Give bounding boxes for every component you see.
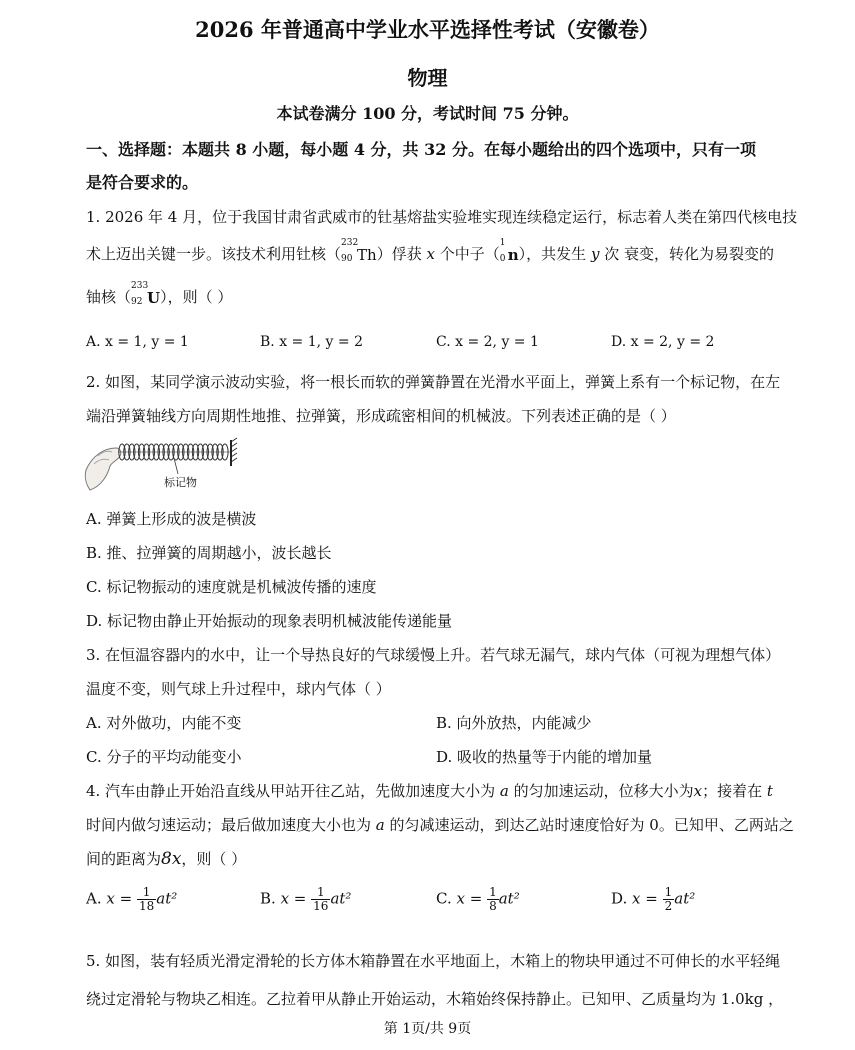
q4-option-c: C. x = $\frac{1}{8}$ at² [436,885,520,913]
uranium-nucleus: 233 92 U [131,281,161,307]
q1-option-d: D. x = 2, y = 2 [611,334,715,350]
q1-option-a: A. x = 1, y = 1 [86,334,189,350]
section-heading-line2: 是符合要求的。 [86,173,199,192]
marker-label: 标记物 [164,476,197,489]
exam-title: 2026 年普通高中学业水平选择性考试（安徽卷） [195,17,660,42]
q1-option-c: C. x = 2, y = 1 [436,334,539,350]
q4-line1: 4. 汽车由静止开始沿直线从甲站开往乙站，先做加速度大小为 a 的匀加速运动，位移大小为x；接着在 t [86,782,773,800]
q2-option-c: C. 标记物振动的速度就是机械波传播的速度 [86,578,377,596]
neutron: 1 0 n [499,238,519,264]
q4-option-d: D. x = $\frac{1}{2}$ at² [611,885,696,913]
q1-line3: 铀核（ 233 92 U），则（ ） [86,281,233,307]
q1-line1: 1. 2026 年 4 月，位于我国甘肃省武威市的钍基熔盐实验堆实现连续稳定运行，标志着人类在第四代核电技 [86,208,798,226]
q3-option-b: B. 向外放热，内能减少 [436,714,592,732]
q1-option-b: B. x = 1, y = 2 [260,334,363,350]
q5-line1: 5. 如图，装有轻质光滑定滑轮的长方体木箱静置在水平地面上，木箱上的物块甲通过不可伸长的水平轻绳 [86,952,781,970]
q2-option-a: A. 弹簧上形成的波是横波 [86,510,257,528]
subject-title: 物理 [407,66,448,90]
q5-line2: 绕过定滑轮与物块乙相连。乙拉着甲从静止开始运动，木箱始终保持静止。已知甲、乙质量均为 1.0kg ， [86,990,784,1008]
q2-option-b: B. 推、拉弹簧的周期越小，波长越长 [86,544,332,562]
page-footer: 第 1页/共 9页 [383,1021,472,1037]
q3-option-d: D. 吸收的热量等于内能的增加量 [436,748,653,766]
q4-line2: 时间内做匀速运动；最后做加速度大小也为 a 的匀减速运动，到达乙站时速度恰好为 0。已知甲、乙两站之 [86,816,794,834]
exam-note: 本试卷满分 100 分，考试时间 75 分钟。 [276,104,579,123]
q4-line3: 间的距离为8x，则（ ） [86,849,247,869]
q3-line2: 温度不变，则气球上升过程中，球内气体（ ） [86,680,391,698]
q2-option-d: D. 标记物由静止开始振动的现象表明机械波能传递能量 [86,612,453,630]
q1-line2: 术上迈出关键一步。该技术利用钍核（ 232 90 Th）俘获 x 个中子（ 1 0 n），共发生 y 次 衰变，转化为易裂变的 [86,238,774,264]
q2-line1: 2. 如图，某同学演示波动实验，将一根长而软的弹簧静置在光滑水平面上，弹簧上系有一个标记物，在左 [86,373,781,391]
q4-option-b: B. x = $\frac{1}{16}$ at² [260,885,352,913]
q3-option-c: C. 分子的平均动能变小 [86,748,242,766]
spring-figure [82,434,242,496]
section-heading-line1: 一、选择题：本题共 8 小题，每小题 4 分，共 32 分。在每小题给出的四个选项中，只有一项 [86,140,756,159]
q3-line1: 3. 在恒温容器内的水中，让一个导热良好的气球缓慢上升。若气球无漏气，球内气体（可视为理想气体） [86,646,781,664]
q3-option-a: A. 对外做功，内能不变 [86,714,242,732]
thorium-nucleus: 232 90 Th [341,238,377,264]
q4-option-a: A. x = $\frac{1}{18}$ at² [86,885,178,913]
q2-line2: 端沿弹簧轴线方向周期性地推、拉弹簧，形成疏密相间的机械波。下列表述正确的是（ ） [86,407,676,425]
